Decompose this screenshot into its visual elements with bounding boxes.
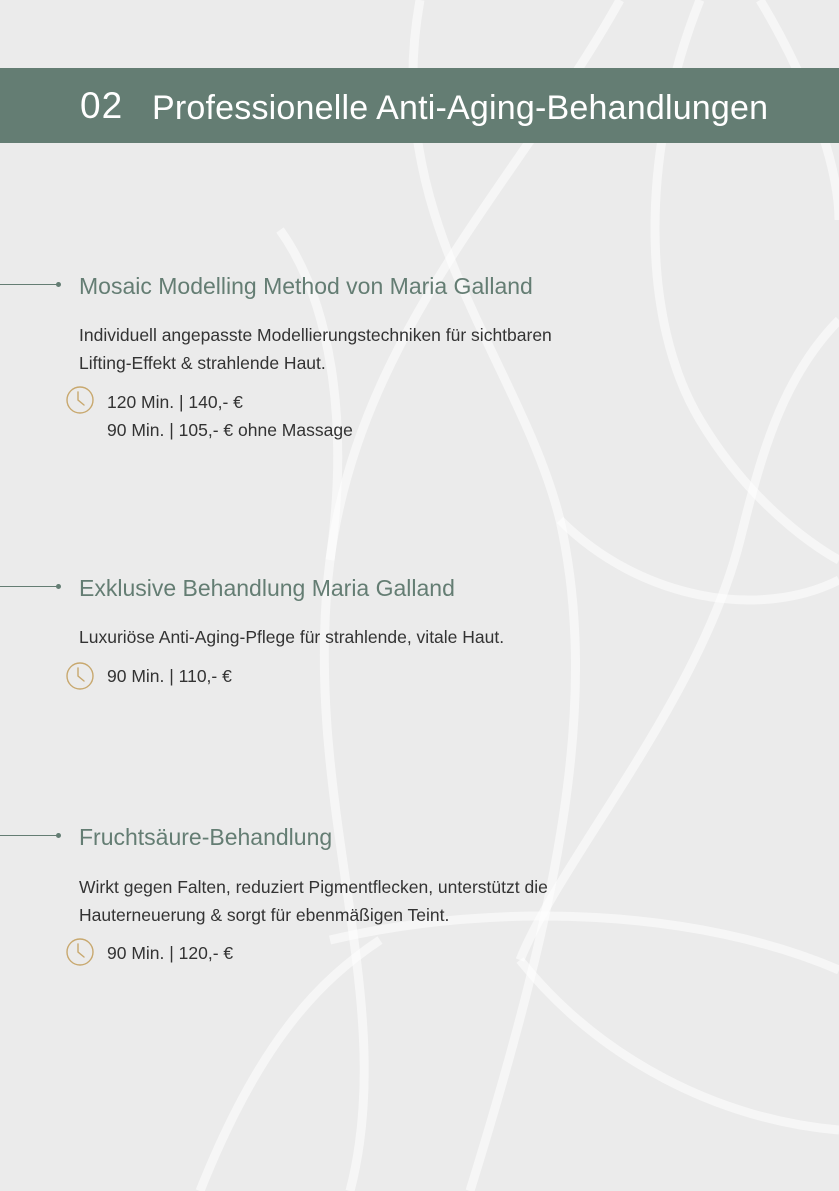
treatment-title: Fruchtsäure-Behandlung (79, 824, 333, 850)
treatment-description: Wirkt gegen Falten, reduziert Pigmentflecken, unterstützt die Hauterneuerung & sorgt für ebenmäßigen Teint. (79, 877, 548, 925)
page-title: Professionelle Anti-Aging-Behandlungen (152, 89, 769, 127)
section-number: 02 (80, 85, 124, 126)
clock-icon (65, 937, 95, 967)
treatment-price: 120 Min. | 140,- € (107, 392, 243, 412)
treatment-price: 90 Min. | 110,- € (107, 666, 232, 686)
clock-icon (65, 661, 95, 691)
connector-line (0, 281, 66, 289)
connector-line (0, 832, 66, 840)
treatment-price: 90 Min. | 105,- € ohne Massage (107, 420, 353, 440)
treatment-title: Exklusive Behandlung Maria Galland (79, 575, 455, 601)
treatment-description: Individuell angepasste Modellierungstechniken für sichtbaren Lifting-Effekt & strahlende Haut. (79, 325, 552, 373)
connector-line (0, 583, 66, 591)
clock-icon (65, 385, 95, 415)
treatment-description: Luxuriöse Anti-Aging-Pflege für strahlende, vitale Haut. (79, 627, 505, 647)
treatment-title: Mosaic Modelling Method von Maria Galland (79, 273, 533, 299)
treatment-price: 90 Min. | 120,- € (107, 943, 234, 963)
